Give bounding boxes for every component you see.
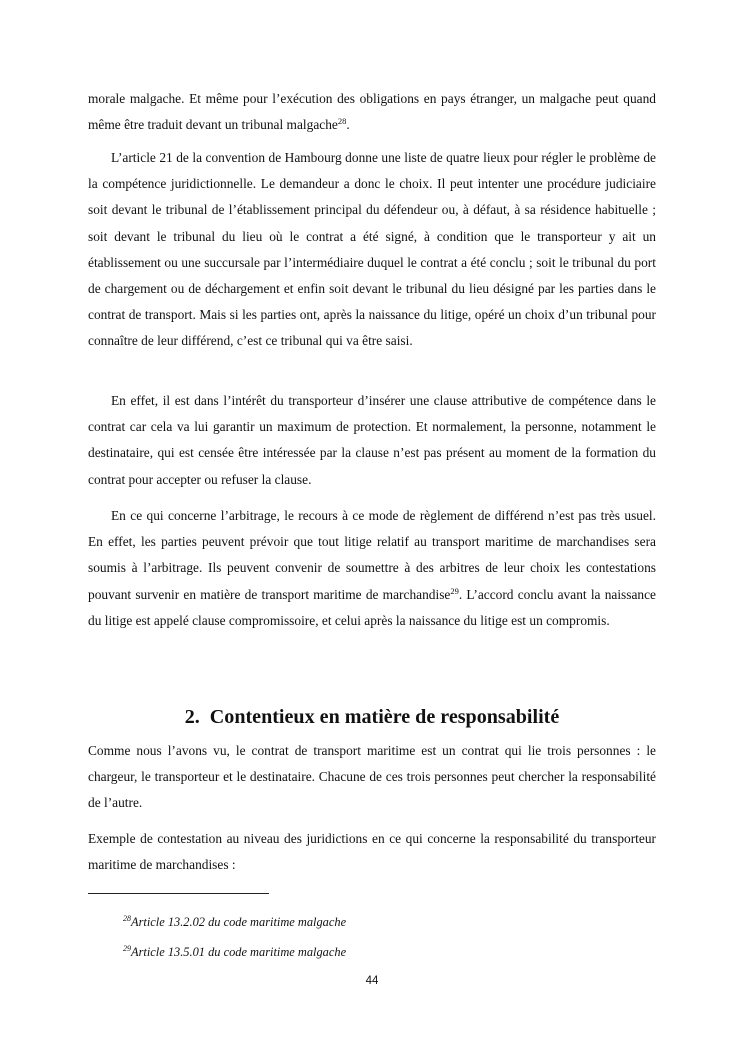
footnote-29-text: Article 13.5.01 du code maritime malgache: [131, 945, 347, 959]
footnote-29-marker: 29: [123, 944, 131, 953]
paragraph-hamburg-convention: L’article 21 de la convention de Hambourg donne une liste de quatre lieux pour régler le problème de la compétence juridictionnelle. Le demandeur a donc le choix. Il peut intenter une procédure judiciaire soit devant le tribunal de l’établissement principal du défendeur ou, à défaut, à sa résidence habituelle ; soit devant le tribunal du lieu où le contrat a été signé, à condition que le transporteur y ait un établissement ou une succursale par l’intermédiaire duquel le contrat a été conclu ; soit le tribunal du port de chargement ou de déchargement et enfin soit devant le tribunal du lieu désigné par les parties dans le contrat de transport. Mais si les parties ont, après la naissance du litige, opéré un choix d’un tribunal pour connaître de leur différend, c’est ce tribunal qui va être saisi.: [88, 150, 656, 349]
paragraph-competence-clause: En effet, il est dans l’intérêt du transporteur d’insérer une clause attributive de compétence dans le contrat car cela va lui garantir un maximum de protection. Et normalement, la personne, notamment le destinataire, qui est censée être intéressée par la clause n’est pas présent au moment de la formation du contrat pour accepter ou refuser la clause.: [88, 393, 656, 487]
section-heading: [88, 706, 656, 728]
footnote-29: [123, 944, 346, 960]
paragraph-responsibility: Comme nous l’avons vu, le contrat de transport maritime est un contrat qui lie trois personnes : le chargeur, le transporteur et le destinataire. Chacune de ces trois personnes peut chercher la responsabilité de l’autre.: [88, 743, 656, 811]
footnote-separator: [88, 893, 269, 894]
section-title: Contentieux en matière de responsabilité: [209, 706, 560, 728]
footnote-28-marker: 28: [123, 914, 131, 923]
section-number: 2.: [184, 706, 200, 728]
paragraph-arbitration: En ce qui concerne l’arbitrage, le recours à ce mode de règlement de différend n’est pas très usuel. En effet, les parties peuvent prévoir que tout litige relatif au transport maritime de marchandises sera soumis à l’arbitrage. Ils peuvent convenir de soumettre à des arbitres de leur choix les contestations pouvant survenir en matière de transport maritime de marchandise$^{29}$. L’accord conclu avant la naissance du litige est appelé clause compromissoire, et celui après la naissance du litige est un compromis.: [88, 508, 656, 628]
footnote-28-text: Article 13.2.02 du code maritime malgache: [131, 915, 347, 929]
paragraph-example: Exemple de contestation au niveau des juridictions en ce qui concerne la responsabilité du transporteur maritime de marchandises :: [88, 831, 656, 873]
footnote-28: [123, 914, 346, 930]
paragraph-continuation: morale malgache. Et même pour l’exécution des obligations en pays étranger, un malgache peut quand même être traduit devant un tribunal malgache$^{28}$.: [88, 91, 656, 133]
footnote-ref-29[interactable]: 29: [450, 585, 459, 596]
footnote-ref-28[interactable]: 28: [337, 116, 347, 127]
page-number: 44: [365, 975, 379, 987]
